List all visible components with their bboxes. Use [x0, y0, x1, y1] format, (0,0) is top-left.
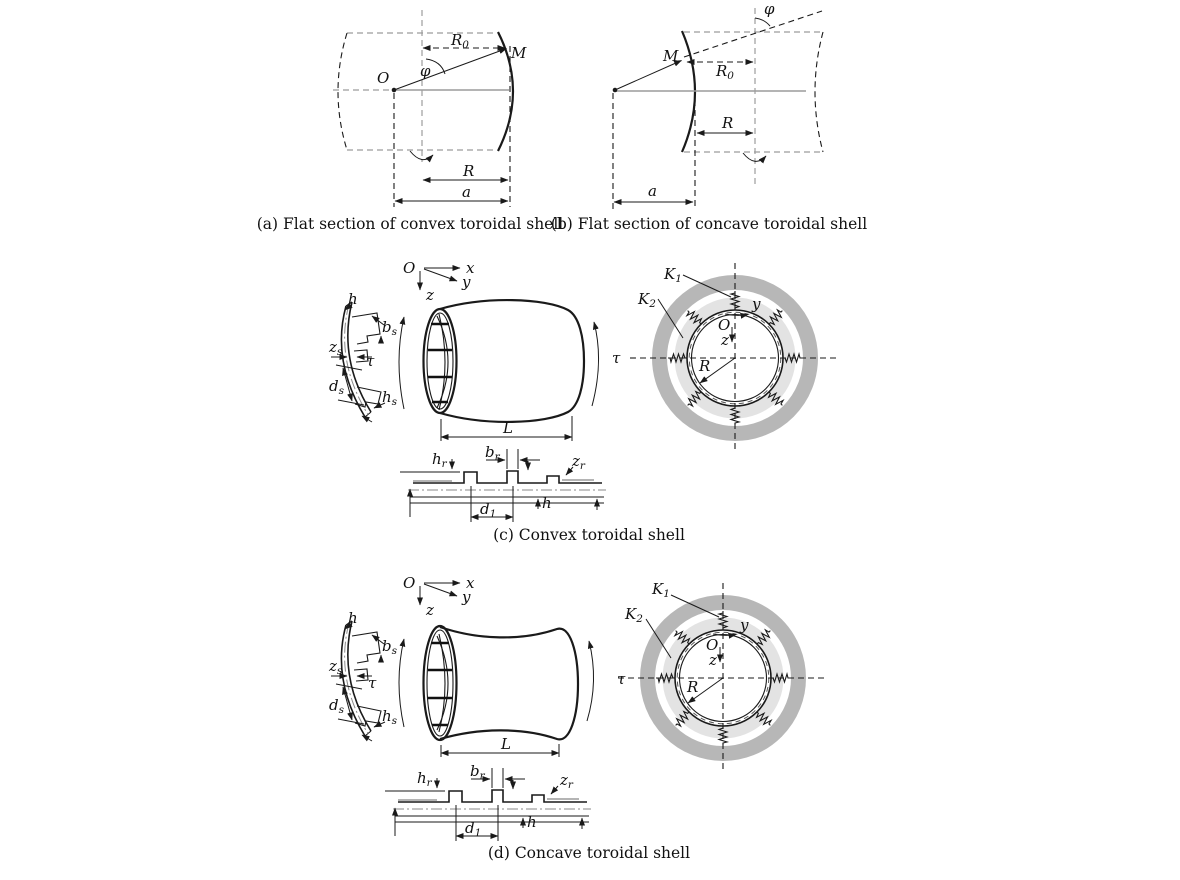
panel-a: [257, 10, 564, 233]
label-br-d: $b_r$: [470, 762, 485, 782]
label-a-a: a: [462, 183, 471, 201]
label-L-d: L: [501, 735, 511, 753]
label-tau-d-right: τ: [617, 670, 626, 688]
caption-d: (d) Concave toroidal shell: [487, 844, 691, 862]
label-zs-c: $z_s$: [329, 338, 343, 358]
label-y-c-ring: y: [752, 295, 761, 313]
label-R0-b: $R_0$: [716, 62, 734, 82]
shear-arrow-left: [399, 317, 404, 409]
label-K1-d: $K_1$: [652, 580, 670, 600]
label-O-d-axes: O: [403, 574, 416, 592]
caption-b: (b) Flat section of concave toroidal shell: [550, 215, 868, 233]
caption-c: (c) Convex toroidal shell: [493, 526, 685, 544]
label-h-d-rib: h: [527, 813, 537, 831]
label-R-c-ring: R: [699, 357, 711, 375]
label-zr-d: $z_r$: [560, 771, 573, 791]
label-R0-a: $R_0$: [451, 31, 469, 51]
label-R-d-ring: R: [687, 678, 699, 696]
angle-phi-arc: [755, 18, 770, 26]
shear-arrow-right: [592, 322, 599, 406]
radius-extension-dashed: [684, 11, 822, 57]
label-K2-c: $K_2$: [638, 290, 656, 310]
label-hr-d: $h_r$: [417, 769, 432, 789]
label-ds-c: $d_s$: [329, 377, 344, 397]
L-extension-lines: [441, 744, 559, 757]
stringer-detail: [331, 621, 385, 741]
label-y-d-ring: y: [740, 616, 749, 634]
panel-c: [328, 259, 840, 544]
shear-arrow-right: [587, 641, 594, 721]
label-x-c: x: [466, 259, 475, 277]
label-br-c: $b_r$: [485, 443, 500, 463]
label-O-d-ring: O: [706, 636, 719, 654]
label-a-b: a: [648, 182, 657, 200]
label-ds-d: $d_s$: [329, 696, 344, 716]
torus-outline-right-arc: [815, 32, 823, 152]
label-bs-c: $b_s$: [382, 318, 397, 338]
label-phi-b: φ: [764, 0, 775, 18]
label-O-c-ring: O: [718, 316, 731, 334]
label-d1-d: $d_1$: [465, 819, 482, 839]
label-K2-d: $K_2$: [625, 605, 643, 625]
label-O-c-axes: O: [403, 259, 416, 277]
label-z-c-ring: z: [721, 331, 729, 349]
label-y-d-axes: y: [462, 588, 471, 606]
label-tau-c-left: τ: [366, 352, 375, 370]
label-z-d-ring: z: [709, 651, 717, 669]
label-R-a: R: [463, 162, 475, 180]
elastic-ring-section: [630, 263, 840, 453]
label-zs-d: $z_s$: [329, 657, 343, 677]
label-hs-d: $h_s$: [382, 707, 398, 727]
label-tau-d-left: τ: [368, 674, 377, 692]
label-O-a: O: [377, 69, 390, 87]
label-R-b: R: [722, 114, 734, 132]
label-zr-c: $z_r$: [572, 452, 585, 472]
panel-b: [551, 0, 867, 233]
hourglass-shell: [424, 626, 579, 740]
label-K1-c: $K_1$: [664, 265, 682, 285]
label-M-b: M: [663, 47, 679, 65]
panel-d: [328, 574, 828, 862]
radius-om-arrow: [394, 49, 507, 91]
barrel-shell: [424, 300, 585, 422]
label-L-c: L: [503, 419, 513, 437]
label-phi-a: φ: [420, 62, 431, 80]
shear-arrow-left: [399, 639, 404, 727]
label-h-d-stiff: h: [348, 609, 358, 627]
label-tau-c-right: τ: [612, 349, 621, 367]
elastic-ring-section: [618, 583, 828, 773]
label-h-c-rib: h: [542, 494, 552, 512]
label-bs-d: $b_s$: [382, 637, 397, 657]
label-z-d-axes: z: [426, 601, 434, 619]
label-hs-c: $h_s$: [382, 388, 398, 408]
label-M-a: M: [511, 44, 527, 62]
label-z-c-axes: z: [426, 286, 434, 304]
stringer-detail: [331, 302, 385, 422]
label-h-c-stiff: h: [348, 290, 358, 308]
caption-a: (a) Flat section of convex toroidal shell: [256, 215, 564, 233]
label-x-d: x: [466, 574, 475, 592]
label-d1-c: $d_1$: [480, 500, 497, 520]
label-y-c-axes: y: [462, 273, 471, 291]
label-hr-c: $h_r$: [432, 450, 447, 470]
torus-outline-left-arc: [338, 33, 347, 150]
